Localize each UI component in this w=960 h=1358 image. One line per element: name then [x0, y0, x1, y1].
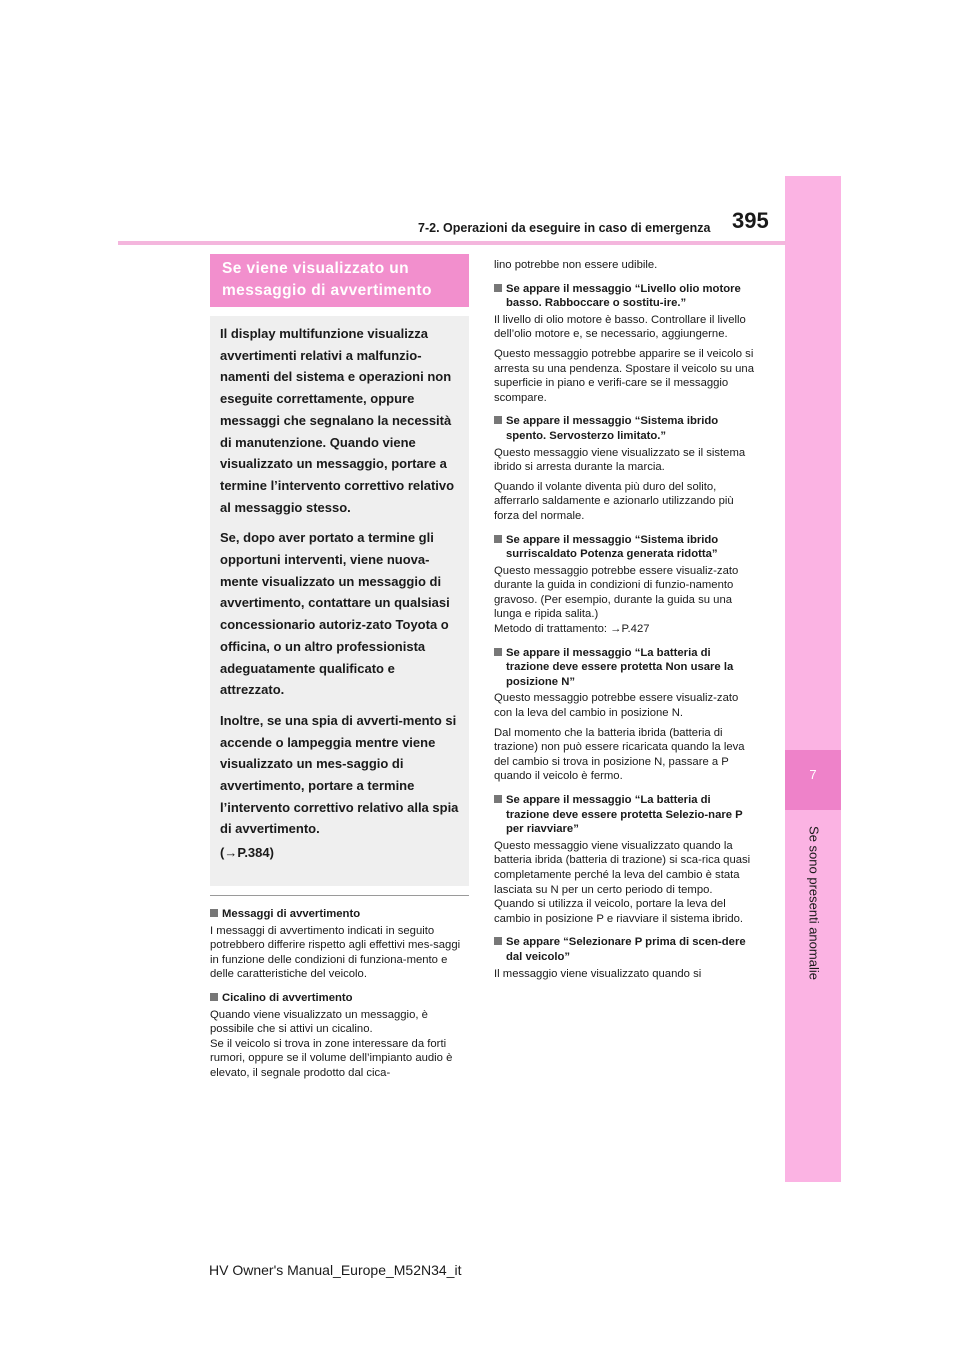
square-bullet-icon [494, 937, 502, 945]
continued-text: lino potrebbe non essere udibile. [494, 259, 658, 271]
chapter-number-tab [785, 750, 841, 810]
subsection-body: Quando si utilizza il veicolo, portare la leva del cambio in posizione P e riavviare il sistema ibrido. [494, 898, 744, 925]
section-title: 7-2. Operazioni da eseguire in caso di emergenza [418, 221, 711, 235]
subsection-body: Quando viene visualizzato un messaggio, è possibile che si attivi un cicalino. [210, 1008, 428, 1036]
footer-manual-id: HV Owner's Manual_Europe_M52N34_it [209, 1262, 462, 1278]
subsection-body: Se il veicolo si trova in zone interessare da forti rumori, oppure se il volume dell’impianto audio è elevato, il segnale prodotto dal cica- [210, 1037, 453, 1079]
subsection-body: Quando il volante diventa più duro del solito, afferrarlo saldamente e azionarlo utilizzando più forza del normale. [494, 480, 734, 522]
subsection-title: Se appare il messaggio “Livello olio motore basso. Rabboccare o sostitu-ire.” [494, 282, 754, 311]
square-bullet-icon [494, 416, 502, 424]
right-column [494, 258, 754, 986]
subsection-title: Se appare il messaggio “La batteria di trazione deve essere protetta Selezio-nare P per riavviare” [494, 793, 754, 837]
header-rule [118, 241, 786, 245]
subsection-title: Messaggi di avvertimento [210, 907, 470, 922]
subsection-body: Questo messaggio potrebbe essere visualiz-zato durante la guida in condizioni di funzio-namento gravoso. (Per esempio, durante la guida su una lunga e ripida salita.) [494, 564, 739, 621]
intro-paragraph-1: Il display multifunzione visualizza avvertimenti relativi a malfunzio-namenti del sistema e operazioni non eseguite correttamente, oppure messaggi che segnalano la necessità di manutenzione. Quando viene visualizzato un messaggio, portare a termine l’intervento correttivo relativo al messaggio stesso. [220, 326, 455, 515]
subsection-body: Il livello di olio motore è basso. Controllare il livello dell’olio motore e, se necessario, aggiungerne. [494, 313, 746, 341]
subsection-body: Questo messaggio viene visualizzato se il sistema ibrido si arresta durante la marcia. [494, 446, 746, 474]
intro-box [210, 316, 469, 886]
heading-line-1: Se viene visualizzato un [222, 260, 410, 277]
subsection-body: Questo messaggio potrebbe essere visualiz-zato con la leva del cambio in posizione N. [494, 692, 739, 720]
chapter-title: Se sono presenti anomalie [806, 826, 822, 980]
subsection-title: Se appare il messaggio “Sistema ibrido surriscaldato Potenza generata ridotta” [494, 533, 754, 562]
intro-paragraph-3: Inoltre, se una spia di avverti-mento si accende o lampeggia mentre viene visualizzato un mes-saggio di avvertimento, portare a termine l’intervento correttivo relativo alla spia di avvertimento. [220, 712, 459, 837]
intro-divider [210, 895, 469, 896]
subsection-title: Se appare il messaggio “Sistema ibrido spento. Servosterzo limitato.” [494, 414, 754, 443]
subsection-body: Il messaggio viene visualizzato quando si [494, 967, 702, 980]
heading-line-2: messaggio di avvertimento [222, 282, 432, 299]
subsection-body: Dal momento che la batteria ibrida (batteria di trazione) non può essere ricaricata quando la leva del cambio si trova in posizione N, passare a P quando il veicolo è fermo. [494, 726, 745, 783]
square-bullet-icon [494, 284, 502, 292]
intro-paragraph-2: Se, dopo aver portato a termine gli opportuni interventi, viene nuova-mente visualizzato un messaggio di avvertimento, contattare un qualsiasi concessionario autoriz-zato Toyota o officina, o un altro professionista adeguatamente qualificato e attrezzato. [220, 530, 450, 698]
intro-reference-link[interactable]: (→P.384) [220, 845, 274, 861]
subsection-body: Questo messaggio potrebbe apparire se il veicolo si arresta su una pendenza. Spostare il veicolo su una superficie in piano e verifi-care se il messaggio scompare. [494, 347, 754, 404]
subsection-body: I messaggi di avvertimento indicati in seguito potrebbero differire rispetto agli effettivi mes-saggi in funzione delle condizioni di funziona-mento e delle caratteristiche del veicolo. [210, 924, 461, 981]
subsection-title: Cicalino di avvertimento [210, 991, 470, 1006]
subsection-title: Se appare il messaggio “La batteria di trazione deve essere protetta Non usare la posizione N” [494, 646, 754, 690]
square-bullet-icon [494, 535, 502, 543]
square-bullet-icon [210, 993, 218, 1001]
subsection-body: Questo messaggio viene visualizzato quando la batteria ibrida (batteria di trazione) si sca-rica quasi completamente perché la leva del cambio è stata lasciata su N per un certo periodo di tempo. [494, 839, 751, 896]
square-bullet-icon [210, 909, 218, 917]
section-heading [210, 254, 469, 307]
treatment-reference-link[interactable]: Metodo di trattamento: →P.427 [494, 623, 650, 636]
chapter-number: 7 [809, 767, 817, 782]
chapter-title-wrap [805, 818, 823, 988]
square-bullet-icon [494, 795, 502, 803]
subsection-title: Se appare “Selezionare P prima di scen-dere dal veicolo” [494, 935, 754, 964]
square-bullet-icon [494, 648, 502, 656]
left-column [210, 907, 470, 1086]
page-number: 395 [732, 208, 769, 233]
chapter-side-tab [785, 176, 841, 1182]
